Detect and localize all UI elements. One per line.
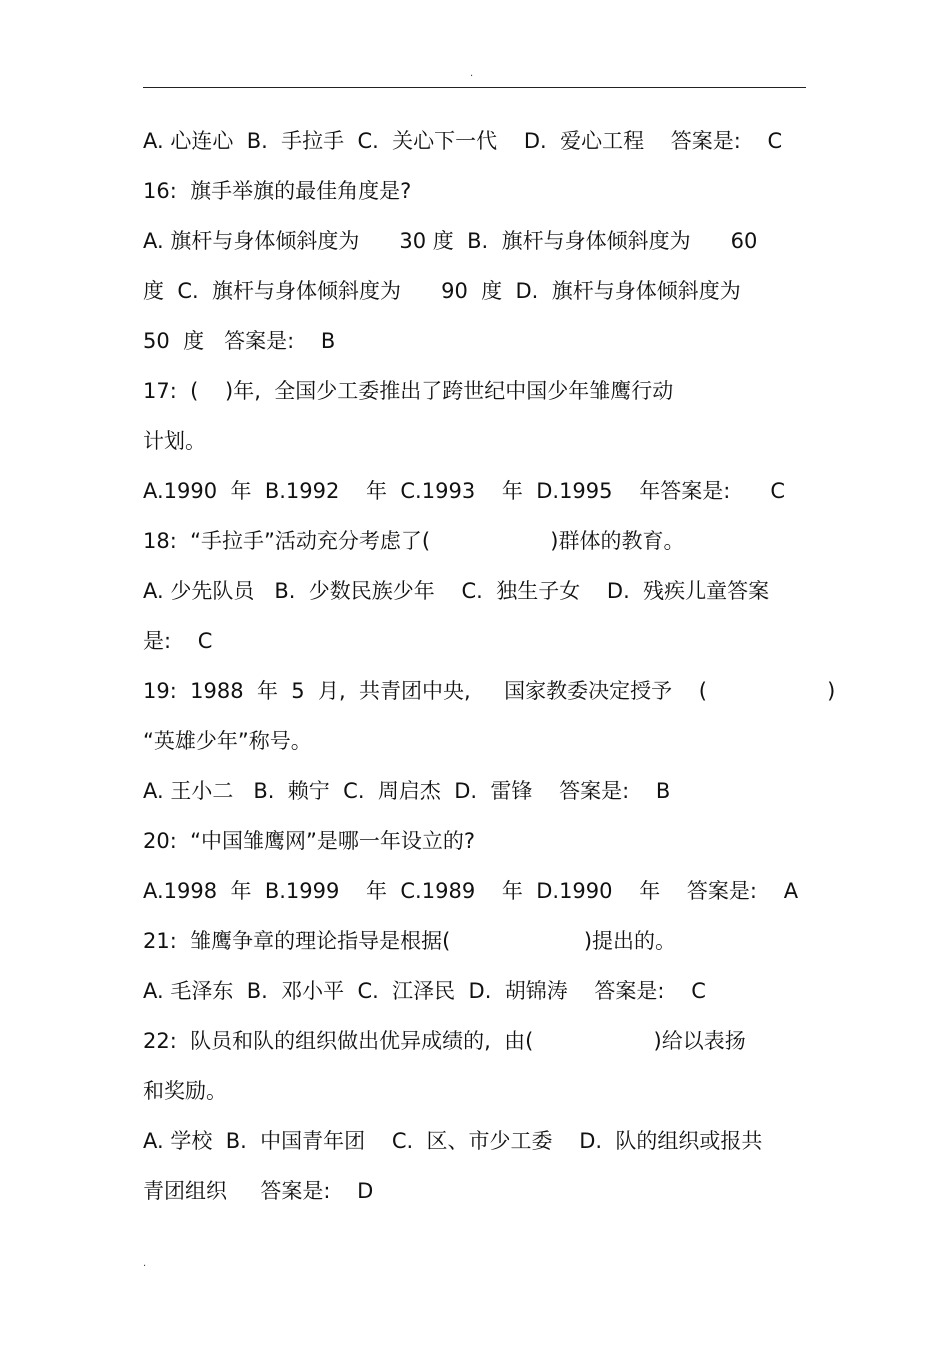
options-20: A.1998 年 B.1999 年 C.1989 年 D.1990 年 答案是: A <box>143 879 799 903</box>
options-16-line-3: 50 度 答案是: B <box>143 329 336 353</box>
question-22-line-2: 和奖励。 <box>143 1079 227 1103</box>
options-22-line-2: 青团组织 答案是: D <box>143 1179 374 1203</box>
options-22-line-1: A. 学校 B. 中国青年团 C. 区、市少工委 D. 队的组织或报共 <box>143 1129 763 1153</box>
question-17-line-1: 17: ( )年, 全国少工委推出了跨世纪中国少年雏鹰行动 <box>143 379 674 403</box>
answer-line-15: A. 心连心 B. 手拉手 C. 关心下一代 D. 爱心工程 答案是: C <box>143 129 783 153</box>
options-18-line-1: A. 少先队员 B. 少数民族少年 C. 独生子女 D. 残疾儿童答案 <box>143 579 770 603</box>
options-17: A.1990 年 B.1992 年 C.1993 年 D.1995 年答案是: C <box>143 479 786 503</box>
quiz-content <box>143 116 836 1216</box>
options-18-line-2: 是: C <box>143 629 213 653</box>
header-rule <box>143 87 806 88</box>
question-22-line-1: 22: 队员和队的组织做出优异成绩的, 由( )给以表扬 <box>143 1029 746 1053</box>
footer-mark: . <box>143 1258 147 1269</box>
options-16-line-2: 度 C. 旗杆与身体倾斜度为 90 度 D. 旗杆与身体倾斜度为 <box>143 279 741 303</box>
question-19-line-2: “英雄少年”称号。 <box>143 729 312 753</box>
question-17-line-2: 计划。 <box>143 429 206 453</box>
question-19-line-1: 19: 1988 年 5 月, 共青团中央, 国家教委决定授予 ( ) <box>143 679 836 703</box>
options-21: A. 毛泽东 B. 邓小平 C. 江泽民 D. 胡锦涛 答案是: C <box>143 979 706 1003</box>
question-16: 16: 旗手举旗的最佳角度是? <box>143 179 412 203</box>
question-21: 21: 雏鹰争章的理论指导是根据( )提出的。 <box>143 929 677 953</box>
question-18: 18: “手拉手”活动充分考虑了( )群体的教育。 <box>143 529 685 553</box>
question-20: 20: “中国雏鹰网”是哪一年设立的? <box>143 829 476 853</box>
header-mark: . <box>470 68 474 79</box>
options-19: A. 王小二 B. 赖宁 C. 周启杰 D. 雷锋 答案是: B <box>143 779 671 803</box>
options-16-line-1: A. 旗杆与身体倾斜度为 30 度 B. 旗杆与身体倾斜度为 60 <box>143 229 758 253</box>
